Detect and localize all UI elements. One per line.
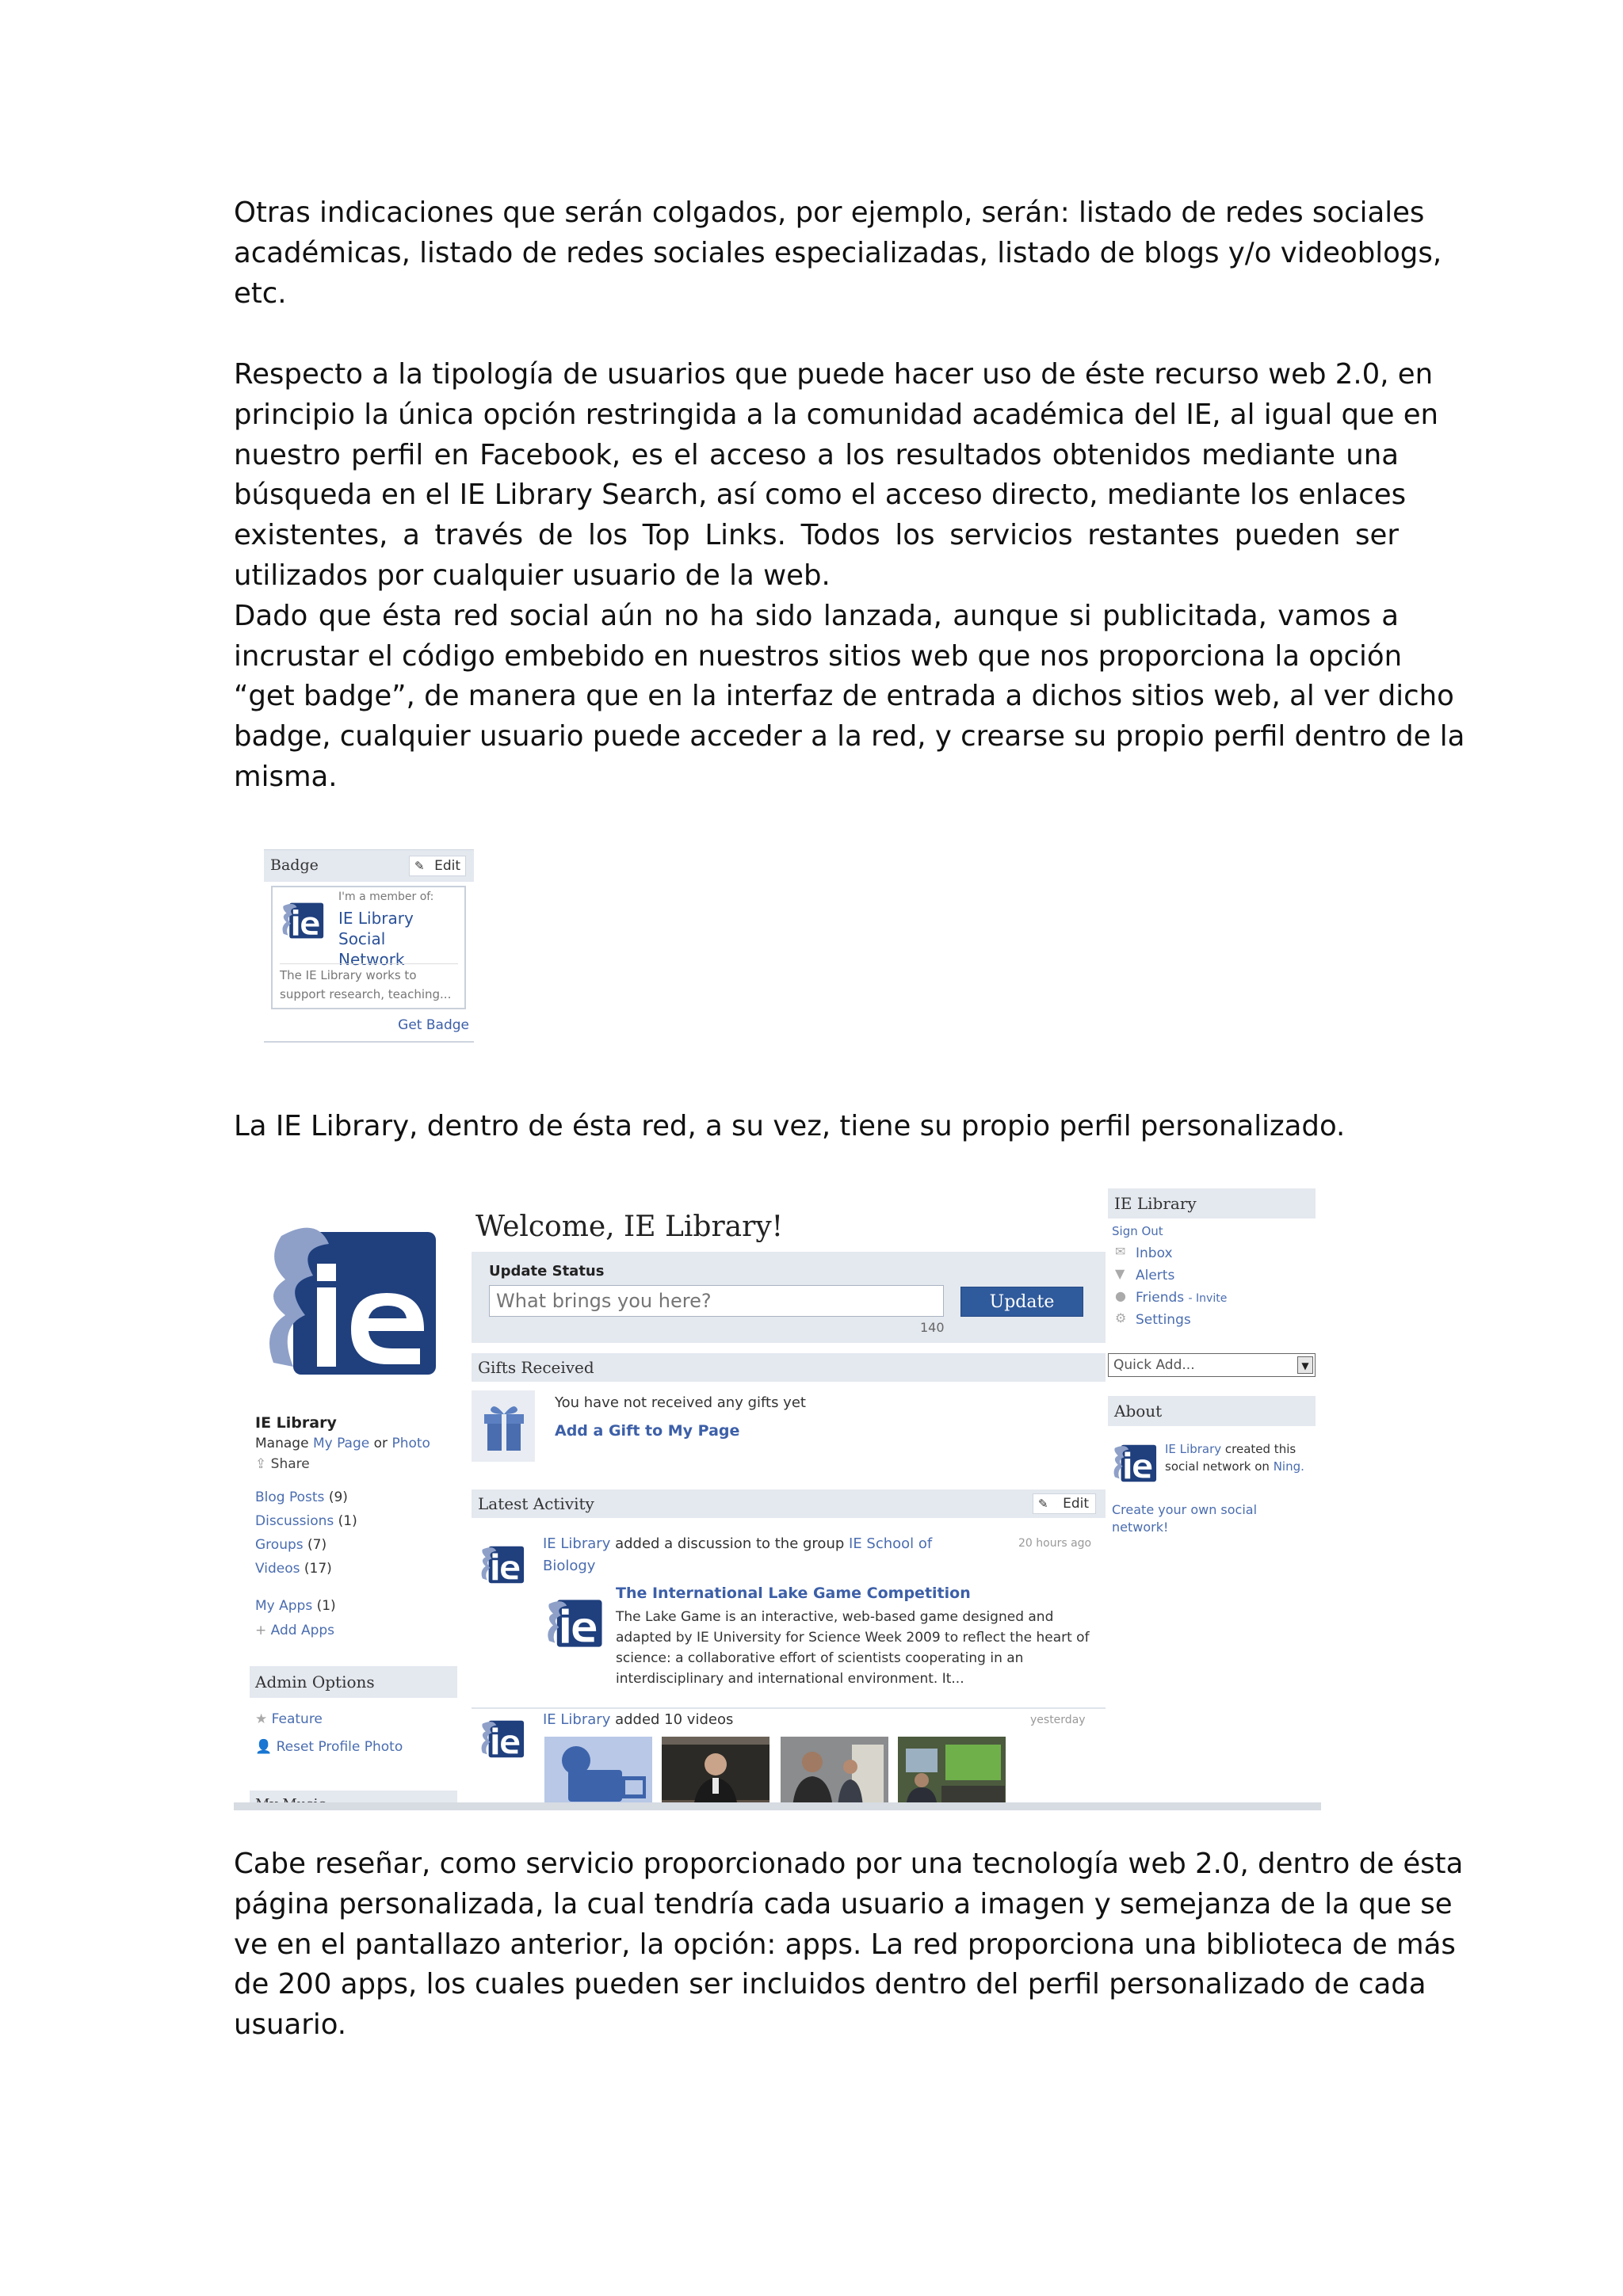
badge-desc-line: support research, teaching... <box>280 987 452 1001</box>
about-user-link[interactable]: IE Library <box>1165 1442 1222 1456</box>
p1-line: Otras indicaciones que serán colgados, por ejemplo, serán: listado de redes sociales <box>234 196 1425 229</box>
star-icon: ★ <box>255 1711 268 1727</box>
feature-link[interactable] <box>255 1711 323 1727</box>
manage-label: Manage <box>255 1436 309 1451</box>
badge-card[interactable] <box>271 886 466 1009</box>
status-input[interactable] <box>489 1285 944 1317</box>
chevron-down-icon: ▼ <box>1297 1356 1313 1374</box>
activity-item-videos <box>543 1711 733 1728</box>
videos-count: (17) <box>304 1561 332 1577</box>
alert-icon: ▼ <box>1115 1266 1125 1281</box>
p4-line: usuario. <box>234 2008 347 2042</box>
p2-line: badge, cualquier usuario puede acceder a la red, y crearse su propio perfil dentro de la <box>234 720 1465 753</box>
blog-posts-count: (9) <box>328 1489 348 1505</box>
person-icon: ● <box>1115 1288 1126 1303</box>
activity-text: added a discussion to the group <box>615 1535 845 1552</box>
p2-line: misma. <box>234 760 338 793</box>
manage-line <box>255 1436 430 1451</box>
badge-member-of: I'm a member of: <box>338 891 434 903</box>
my-apps-count: (1) <box>316 1598 336 1614</box>
gifts-received-header: Gifts Received <box>472 1353 1106 1382</box>
ie-logo-icon <box>479 1542 525 1588</box>
profile-screenshot <box>234 1188 1321 1810</box>
video-thumbnail-camera[interactable] <box>544 1737 652 1808</box>
quick-add-value: Quick Add... <box>1113 1357 1195 1373</box>
update-status-label: Update Status <box>489 1263 605 1280</box>
video-thumbnail-interview[interactable] <box>781 1737 888 1808</box>
activity-user-link[interactable]: IE Library <box>543 1711 611 1728</box>
quick-add-select[interactable] <box>1108 1353 1316 1377</box>
p4-line: página personalizada, la cual tendría cada usuario a imagen y semejanza de la que se <box>234 1887 1453 1920</box>
my-apps-label: My Apps <box>255 1598 313 1614</box>
feature-label: Feature <box>271 1711 323 1727</box>
create-network-link[interactable]: Create your own social network! <box>1112 1502 1258 1535</box>
friends-label: Friends <box>1136 1290 1185 1306</box>
reset-profile-photo-link[interactable] <box>255 1739 403 1755</box>
videos-label: Videos <box>255 1561 300 1577</box>
share-link[interactable] <box>255 1456 310 1472</box>
update-button[interactable]: Update <box>960 1287 1083 1317</box>
badge-description <box>280 963 458 1004</box>
account-header: IE Library <box>1108 1188 1316 1219</box>
groups-label: Groups <box>255 1537 304 1553</box>
add-apps-label: Add Apps <box>270 1623 335 1638</box>
activity-edit-button[interactable] <box>1033 1493 1096 1514</box>
reset-profile-photo-label: Reset Profile Photo <box>276 1739 403 1755</box>
envelope-icon: ✉ <box>1115 1244 1126 1259</box>
badge-network-line: Network <box>338 950 405 969</box>
p3-line: La IE Library, dentro de ésta red, a su vez, tiene su propio perfil personalizado. <box>234 1110 1346 1142</box>
my-page-link[interactable]: My Page <box>312 1436 370 1451</box>
paragraph-2 <box>234 355 1465 798</box>
videos-link[interactable] <box>255 1561 332 1577</box>
pencil-icon: ✎ <box>414 859 425 873</box>
discussions-label: Discussions <box>255 1513 334 1529</box>
p2-line: Respecto a la tipología de usuarios que puede hacer uso de éste recurso web 2.0, en <box>234 358 1434 391</box>
badge-network-name <box>338 908 464 970</box>
video-thumbnail-presenter[interactable] <box>662 1737 769 1808</box>
ie-logo-icon <box>281 898 325 943</box>
ning-link[interactable]: Ning. <box>1273 1459 1304 1474</box>
badge-widget <box>264 849 474 1047</box>
groups-count: (7) <box>307 1537 327 1553</box>
p2-line: “get badge”, de manera que en la interfaz de entrada a dichos sitios web, al ver dicho <box>234 680 1454 713</box>
discussion-title-link[interactable]: The International Lake Game Competition <box>616 1585 971 1602</box>
about-header: About <box>1108 1396 1316 1426</box>
p2-line: incrustar el código embebido en nuestros sitios web que nos proporciona la opción <box>234 639 1403 673</box>
activity-divider <box>472 1707 1106 1709</box>
p2-line: nuestro perfil en Facebook, es el acceso a los resultados obtenidos mediante una <box>234 438 1399 471</box>
ie-logo-icon <box>545 1594 604 1653</box>
alerts-link[interactable]: Alerts <box>1136 1268 1175 1283</box>
or-label: or <box>373 1436 388 1451</box>
ie-logo-icon <box>258 1220 440 1386</box>
blog-posts-link[interactable] <box>255 1489 348 1505</box>
p2-line: Dado que ésta red social aún no ha sido lanzada, aunque si publicitada, vamos a <box>234 599 1399 632</box>
gift-icon <box>472 1390 535 1462</box>
badge-network-line: IE Library Social <box>338 909 414 948</box>
screenshot-bottom-bar <box>234 1802 1321 1810</box>
about-description: created this social network on <box>1165 1442 1296 1474</box>
activity-edit-label: Edit <box>1063 1496 1089 1512</box>
activity-item-discussion <box>543 1533 955 1577</box>
latest-activity-header <box>472 1489 1106 1518</box>
settings-link[interactable]: Settings <box>1136 1312 1191 1328</box>
p4-line: Cabe reseñar, como servicio proporcionado por una tecnología web 2.0, dentro de ésta <box>234 1848 1464 1880</box>
p4-line: ve en el pantallazo anterior, la opción: apps. La red proporciona una biblioteca de más <box>234 1928 1456 1961</box>
discussions-link[interactable] <box>255 1513 357 1529</box>
activity-group-link[interactable]: IE School of Biology <box>543 1535 933 1574</box>
sign-out-link[interactable]: Sign Out <box>1112 1224 1163 1238</box>
no-gifts-text: You have not received any gifts yet <box>555 1394 806 1411</box>
photo-link[interactable]: Photo <box>391 1436 430 1451</box>
paragraph-3 <box>234 1107 1399 1147</box>
p2-line: utilizados por cualquier usuario de la web. <box>234 559 831 592</box>
admin-options-header: Admin Options <box>250 1666 457 1698</box>
pencil-icon: ✎ <box>1038 1497 1048 1511</box>
latest-activity-title: Latest Activity <box>478 1494 594 1513</box>
gift-thumbnail <box>472 1390 535 1462</box>
activity-timestamp: 20 hours ago <box>1018 1537 1092 1550</box>
p4-line: de 200 apps, los cuales pueden ser incluidos dentro del perfil personalizado de cada <box>234 1968 1426 2001</box>
badge-edit-label: Edit <box>434 858 460 874</box>
p1-line: académicas, listado de redes sociales especializadas, listado de blogs y/o videoblogs, <box>234 236 1442 269</box>
video-thumbnail-classroom[interactable] <box>898 1737 1006 1808</box>
p2-line: existentes, a través de los Top Links. Todos los servicios restantes pueden ser <box>234 519 1399 552</box>
activity-text: added 10 videos <box>615 1711 734 1728</box>
paragraph-1 <box>234 193 1442 314</box>
paragraph-4 <box>234 1844 1464 2046</box>
update-status-panel <box>472 1252 1106 1343</box>
p1-line: etc. <box>234 277 287 310</box>
badge-title: Badge <box>270 856 319 874</box>
p2-line: búsqueda en el IE Library Search, así como el acceso directo, mediante los enlaces <box>234 479 1407 512</box>
discussions-count: (1) <box>338 1513 357 1529</box>
plus-icon: + <box>255 1623 267 1638</box>
inbox-link[interactable]: Inbox <box>1136 1245 1173 1261</box>
my-apps-link[interactable] <box>255 1598 336 1614</box>
profile-name: IE Library <box>255 1414 337 1432</box>
ie-logo-icon <box>479 1716 525 1762</box>
blog-posts-label: Blog Posts <box>255 1489 325 1505</box>
welcome-title: Welcome, IE Library! <box>475 1211 784 1243</box>
badge-header <box>264 849 474 882</box>
activity-timestamp: yesterday <box>1030 1714 1086 1726</box>
badge-desc-line: The IE Library works to <box>280 968 417 982</box>
invite-label: - Invite <box>1188 1292 1228 1305</box>
ie-logo-icon <box>1112 1440 1158 1486</box>
char-counter: 140 <box>920 1320 945 1335</box>
badge-edit-button[interactable] <box>409 856 466 876</box>
share-label: Share <box>270 1456 310 1472</box>
friends-link[interactable] <box>1136 1290 1227 1306</box>
add-apps-link[interactable] <box>255 1623 334 1638</box>
add-gift-link[interactable]: Add a Gift to My Page <box>555 1422 740 1440</box>
p2-line: principio la única opción restringida a la comunidad académica del IE, al igual que en <box>234 398 1439 431</box>
gear-icon: ⚙ <box>1115 1310 1127 1325</box>
badge-divider <box>264 1041 474 1043</box>
about-text <box>1165 1440 1308 1475</box>
activity-user-link[interactable]: IE Library <box>543 1535 611 1552</box>
discussion-excerpt: The Lake Game is an interactive, web-based game designed and adapted by IE University for Science Week 2009 to reflect the heart of science: a collaborative effort of scientists cooperating in an interdisciplinary and international environment. It... <box>616 1609 1090 1687</box>
get-badge-link[interactable]: Get Badge <box>398 1017 469 1033</box>
person-icon: 👤 <box>255 1739 273 1755</box>
share-icon: ⇪ <box>255 1456 267 1472</box>
groups-link[interactable] <box>255 1537 327 1553</box>
